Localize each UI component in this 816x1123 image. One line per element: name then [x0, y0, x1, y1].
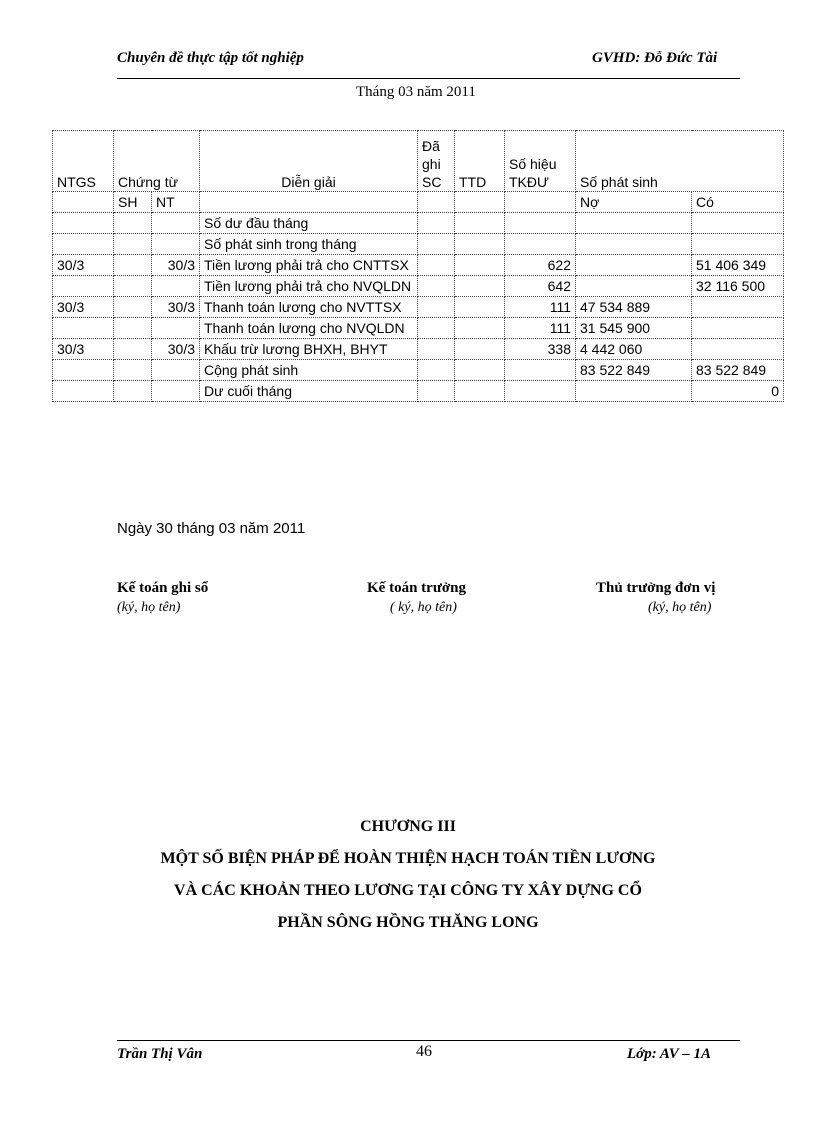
chapter-line-3: PHẦN SÔNG HỒNG THĂNG LONG	[277, 914, 539, 931]
header-rule	[117, 78, 740, 79]
table-row: 30/3 30/3 Khấu trừ lương BHXH, BHYT 338 4 442 060	[53, 339, 784, 360]
col-ntgs: NTGS	[53, 131, 114, 192]
header-row	[53, 131, 784, 192]
signature-sub: (ký, họ tên)	[117, 600, 181, 615]
signature-sub: (ký, họ tên)	[648, 600, 712, 615]
row-desc: Số phát sinh trong tháng	[200, 234, 418, 255]
table-row: 30/3 30/3 Thanh toán lương cho NVTTSX 111 47 534 889	[53, 297, 784, 318]
table-row: Dư cuối tháng 0	[53, 381, 784, 402]
table-row: 30/3 30/3 Tiền lương phải trả cho CNTTSX 622 51 406 349	[53, 255, 784, 276]
col-diengiai: Diễn giải	[200, 131, 418, 192]
col-sh: SH	[114, 192, 152, 213]
chapter-line-2: VÀ CÁC KHOẢN THEO LƯƠNG TẠI CÔNG TY XÂY DỰNG CỔ	[174, 882, 642, 899]
chapter-title: CHƯƠNG III	[360, 818, 456, 835]
row-desc: Cộng phát sinh	[200, 360, 418, 381]
footer-rule	[117, 1040, 740, 1041]
page-number: 46	[416, 1043, 432, 1060]
signature-title: Kế toán trưởng	[367, 580, 466, 596]
row-desc: Tiền lương phải trả cho CNTTSX	[200, 255, 418, 276]
signature-sub: ( ký, họ tên)	[390, 600, 457, 615]
table-row: Cộng phát sinh 83 522 849 83 522 849	[53, 360, 784, 381]
month-line: Tháng 03 năm 2011	[356, 84, 476, 100]
col-daghi: Đã ghi SC	[418, 131, 455, 192]
table-row: Thanh toán lương cho NVQLDN 111 31 545 900	[53, 318, 784, 339]
table-row: Tiền lương phải trả cho NVQLDN 642 32 116 500	[53, 276, 784, 297]
table-row	[53, 234, 784, 255]
footer-left: Trần Thị Vân	[117, 1046, 203, 1062]
row-desc: Tiền lương phải trả cho NVQLDN	[200, 276, 418, 297]
row-desc: Dư cuối tháng	[200, 381, 418, 402]
subheader-row	[53, 192, 784, 213]
signature-title: Kế toán ghi sổ	[117, 580, 209, 596]
table-row	[53, 213, 784, 234]
col-sohieu: Số hiệu TKĐƯ	[505, 131, 576, 192]
header-left: Chuyên đề thực tập tốt nghiệp	[117, 50, 304, 66]
row-desc: Thanh toán lương cho NVQLDN	[200, 318, 418, 339]
col-nt: NT	[152, 192, 200, 213]
ledger-table	[52, 130, 784, 402]
chapter-line-1: MỘT SỐ BIỆN PHÁP ĐỂ HOÀN THIỆN HẠCH TOÁN TIỀN LƯƠNG	[160, 850, 656, 867]
row-desc: Thanh toán lương cho NVTTSX	[200, 297, 418, 318]
row-desc: Khấu trừ lương BHXH, BHYT	[200, 339, 418, 360]
col-ttd: TTD	[455, 131, 505, 192]
footer-right: Lớp: AV – 1A	[627, 1046, 712, 1062]
header-right: GVHD: Đỗ Đức Tài	[592, 50, 718, 66]
col-co: Có	[692, 192, 784, 213]
date-line: Ngày 30 tháng 03 năm 2011	[117, 520, 306, 537]
col-no: Nợ	[576, 192, 692, 213]
col-sophatsinh: Số phát sinh	[576, 131, 784, 192]
row-desc: Số dư đầu tháng	[200, 213, 418, 234]
col-chungtu: Chứng từ	[114, 131, 200, 192]
signature-title: Thủ trưởng đơn vị	[596, 580, 716, 596]
